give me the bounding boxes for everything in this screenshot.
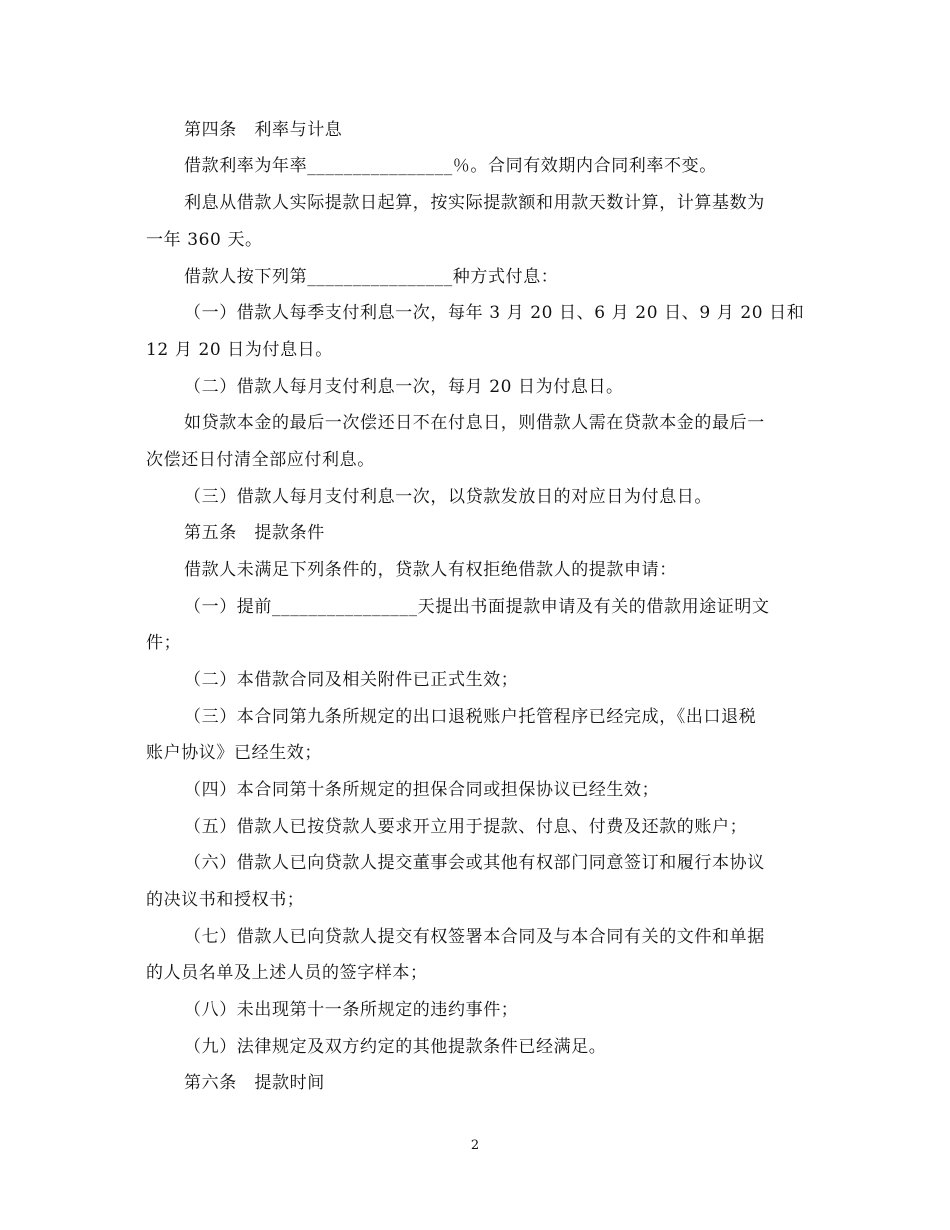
list-item: （二）借款人每月支付利息一次，每月 20 日为付息日。 xyxy=(184,377,624,397)
paragraph-line: 借款利率为年率________________％。合同有效期内合同利率不变。 xyxy=(184,156,717,176)
paragraph-line: 次偿还日付清全部应付利息。 xyxy=(146,450,375,470)
list-item: （七）借款人已向贷款人提交有权签署本合同及与本合同有关的文件和单据 xyxy=(184,927,765,947)
list-item: （三）借款人每月支付利息一次，以贷款发放日的对应日为付息日。 xyxy=(184,487,712,507)
list-item: （三）本合同第九条所规定的出口退税账户托管程序已经完成，《出口退税 xyxy=(184,707,757,727)
list-item: （六）借款人已向贷款人提交董事会或其他有权部门同意签订和履行本协议 xyxy=(184,853,765,873)
paragraph-line: 利息从借款人实际提款日起算，按实际提款额和用款天数计算，计算基数为 xyxy=(184,193,765,213)
paragraph-line: 件； xyxy=(146,633,182,653)
list-item: （一）借款人每季支付利息一次，每年 3 月 20 日、6 月 20 日、9 月 20 日和 xyxy=(184,303,805,323)
list-item: （二）本借款合同及相关附件已正式生效； xyxy=(184,670,519,690)
article-heading: 第六条 提款时间 xyxy=(184,1073,325,1093)
paragraph-line: 12 月 20 日为付息日。 xyxy=(146,340,333,360)
page-number: 2 xyxy=(470,1138,480,1153)
paragraph-line: 的决议书和授权书； xyxy=(146,890,305,910)
paragraph-line: 一年 360 天。 xyxy=(146,230,263,250)
paragraph-line: 借款人未满足下列条件的，贷款人有权拒绝借款人的提款申请： xyxy=(184,560,677,580)
paragraph-line: 如贷款本金的最后一次偿还日不在付息日，则借款人需在贷款本金的最后一 xyxy=(184,413,765,433)
article-heading: 第五条 提款条件 xyxy=(184,523,325,543)
list-item: （四）本合同第十条所规定的担保合同或担保协议已经生效； xyxy=(184,780,660,800)
paragraph-line: 借款人按下列第________________种方式付息： xyxy=(184,267,559,287)
list-item: （八）未出现第十一条所规定的违约事件； xyxy=(184,1000,519,1020)
list-item: （五）借款人已按贷款人要求开立用于提款、付息、付费及还款的账户； xyxy=(184,817,748,837)
list-item: （一）提前________________天提出书面提款申请及有关的借款用途证明文 xyxy=(184,597,770,617)
paragraph-line: 的人员名单及上述人员的签字样本； xyxy=(146,963,428,983)
paragraph-line: 账户协议》已经生效； xyxy=(146,743,322,763)
article-heading: 第四条 利率与计息 xyxy=(184,120,343,140)
list-item: （九）法律规定及双方约定的其他提款条件已经满足。 xyxy=(184,1037,607,1057)
